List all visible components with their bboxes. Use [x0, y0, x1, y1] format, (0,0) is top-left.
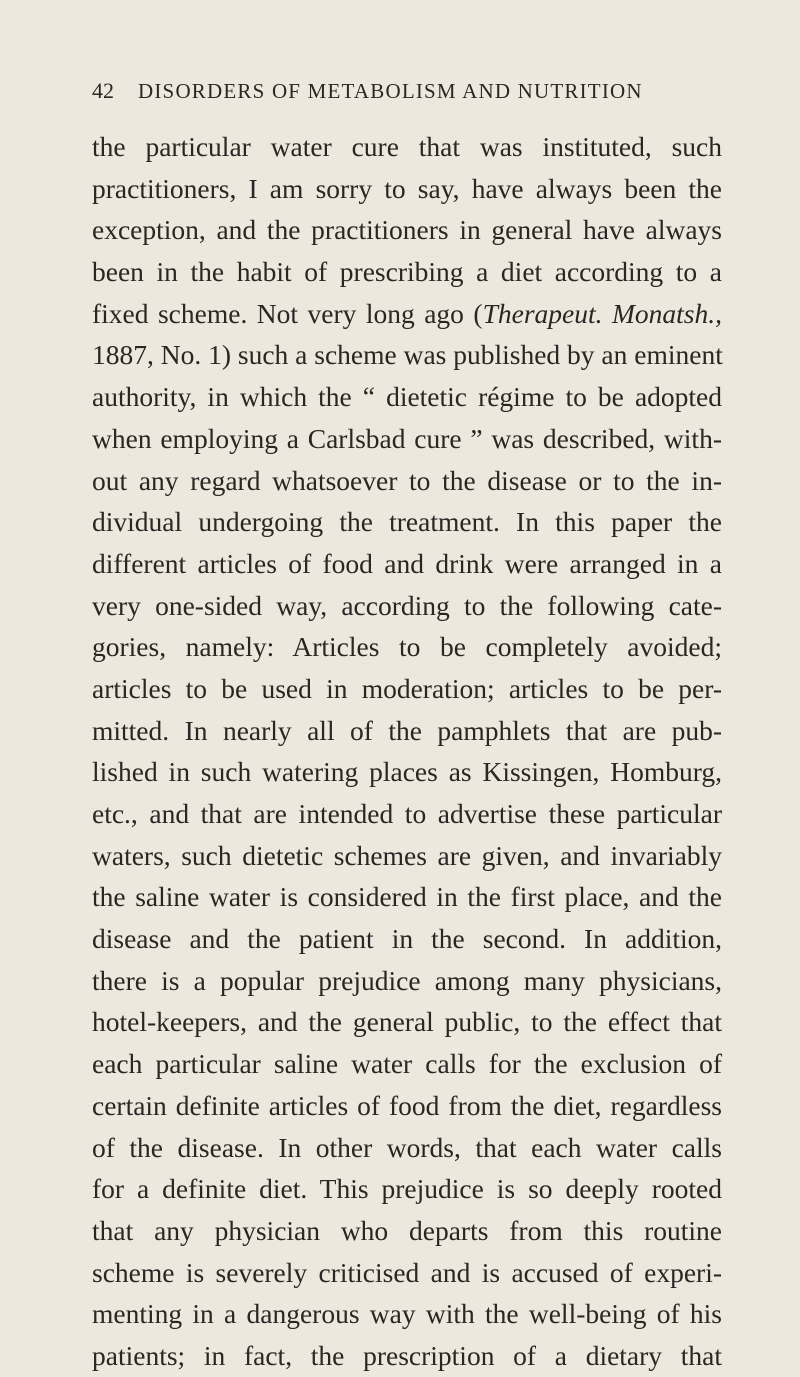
text-line-17: etc., and that are intended to advertise these particular — [92, 798, 722, 829]
text-line-15: mitted. In nearly all of the pamphlets that are pub- — [92, 714, 722, 746]
text-line-26: for a definite diet. This prejudice is so deeply rooted — [92, 1173, 722, 1205]
citation-italic: Therapeut. Monatsh., — [482, 297, 722, 329]
running-title: DISORDERS OF METABOLISM AND NUTRITION — [138, 79, 643, 103]
body-text — [92, 126, 722, 1377]
running-head — [92, 78, 712, 112]
text-line-12: very one-sided way, according to the following cate- — [92, 589, 722, 621]
text-line-27: that any physician who departs from this routine — [92, 1214, 722, 1246]
text-line-11: different articles of food and drink were arranged in a — [92, 547, 722, 579]
text-line-2: practitioners, I am sorry to say, have always been the — [92, 172, 722, 204]
text-line-4: been in the habit of prescribing a diet according to a — [92, 256, 722, 288]
text-line-5-prefix: fixed scheme. Not very long ago ( — [92, 297, 483, 329]
text-line-13: gories, namely: Articles to be completely avoided; — [92, 631, 722, 663]
page-number: 42 — [92, 78, 114, 103]
text-line-30: patients; in fact, the prescription of a dietary that — [92, 1339, 722, 1371]
text-line-22: hotel-keepers, and the general public, to the effect that — [92, 1006, 722, 1038]
text-line-23: each particular saline water calls for the exclusion of — [92, 1048, 722, 1080]
text-line-14: articles to be used in moderation; articles to be per- — [92, 672, 722, 704]
text-line-3: exception, and the practitioners in general have always — [92, 214, 722, 246]
text-line-19: the saline water is considered in the first place, and the — [92, 881, 722, 913]
text-line-16: lished in such watering places as Kissingen, Homburg, — [92, 756, 722, 788]
text-line-1: the particular water cure that was instituted, such — [92, 131, 722, 162]
text-line-21: there is a popular prejudice among many physicians, — [92, 964, 722, 996]
text-line-9: out any regard whatsoever to the disease or to the in- — [92, 464, 722, 496]
text-line-20: disease and the patient in the second. In addition, — [92, 923, 722, 955]
text-line-8: when employing a Carlsbad cure ” was described, with- — [92, 422, 722, 454]
text-line-6: 1887, No. 1) such a scheme was published by an eminent — [92, 339, 723, 371]
text-line-5 — [92, 293, 722, 335]
text-line-10: dividual undergoing the treatment. In this paper the — [92, 506, 722, 538]
text-line-28: scheme is severely criticised and is accused of experi- — [92, 1256, 722, 1288]
text-line-24: certain definite articles of food from the diet, regardless — [92, 1089, 722, 1121]
text-line-25: of the disease. In other words, that each water calls — [92, 1131, 722, 1163]
text-line-29: menting in a dangerous way with the well-being of his — [92, 1298, 722, 1330]
text-line-7: authority, in which the “ dietetic régime to be adopted — [92, 381, 722, 413]
text-line-18: waters, such dietetic schemes are given, and invariably — [92, 839, 722, 871]
